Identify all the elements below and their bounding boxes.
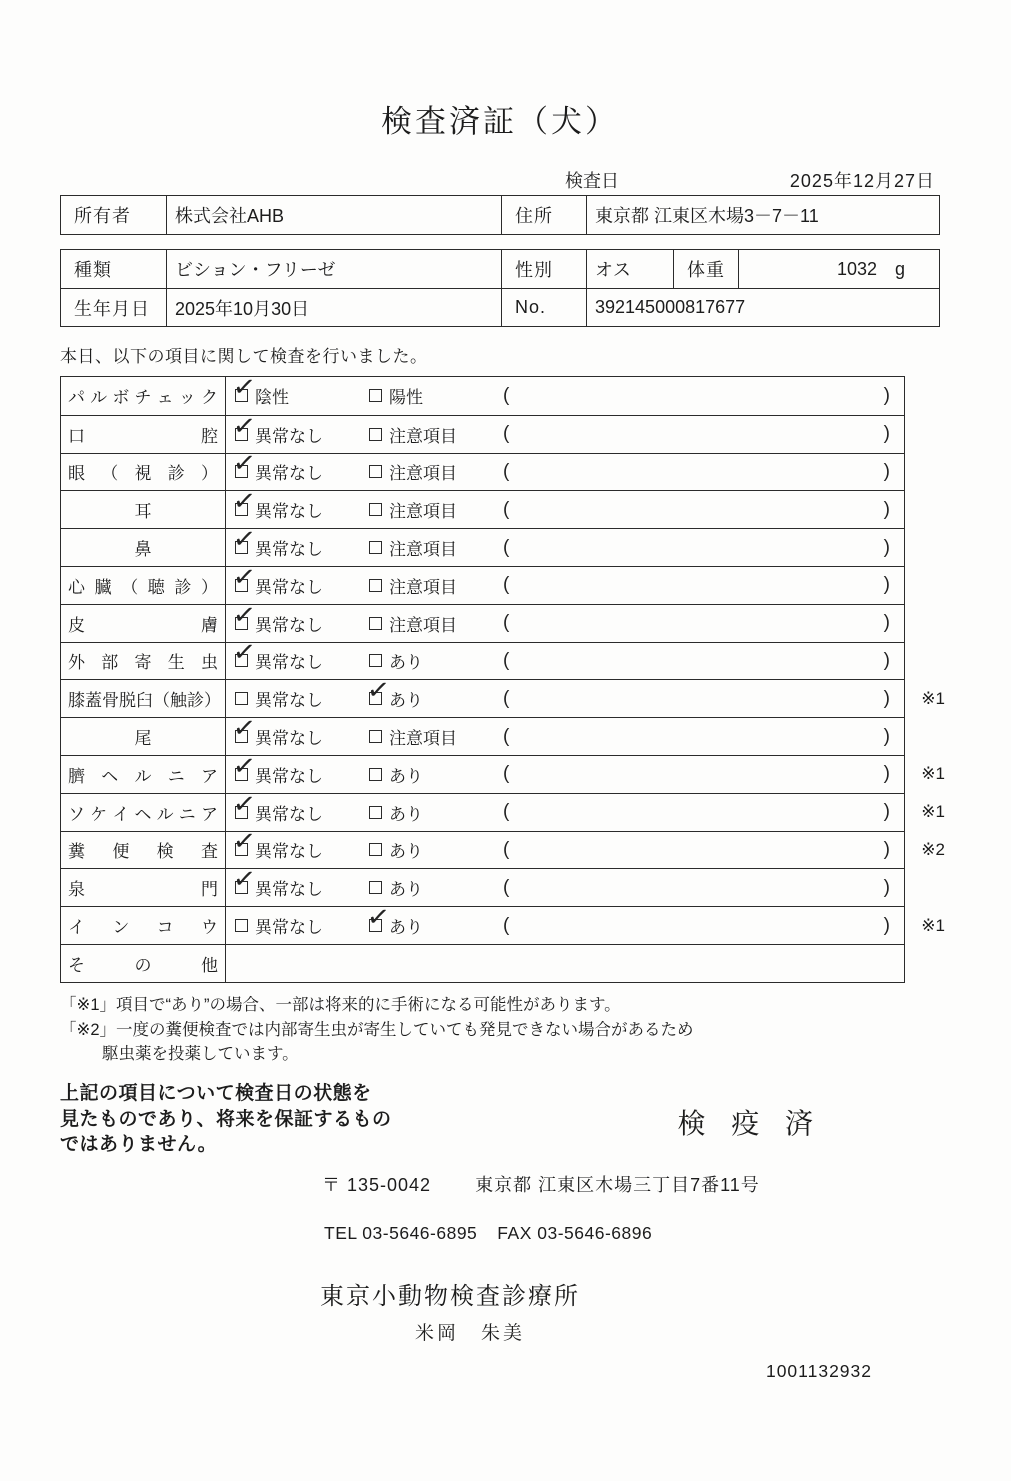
check-option	[369, 837, 503, 862]
paren-open: (	[503, 876, 510, 898]
check-option	[369, 535, 503, 560]
check-item-label: 耳	[61, 491, 226, 528]
clinic-tel: TEL 03-5646-6895	[324, 1222, 478, 1243]
check-option	[231, 560, 369, 598]
inspection-date-label: 検査日	[565, 171, 619, 191]
paren-close: )	[883, 612, 890, 634]
checkbox-unchecked	[369, 806, 382, 819]
check-option	[369, 422, 503, 447]
paren-open: (	[503, 725, 510, 747]
remarks-parentheses	[503, 832, 904, 869]
no-label: No.	[501, 289, 586, 326]
checkmark-icon: ✓	[365, 674, 392, 708]
checkbox-unchecked	[235, 692, 248, 705]
checkmark-icon: ✓	[365, 900, 392, 935]
check-option-label: 注意項目	[389, 540, 457, 560]
clinic-fax: FAX 03-5646-6896	[497, 1222, 653, 1243]
checkmark-icon: ✓	[231, 825, 258, 859]
check-option-label: 注意項目	[389, 615, 457, 635]
owner-row	[61, 196, 939, 234]
pet-row-1	[61, 250, 939, 288]
check-option	[231, 447, 369, 484]
checkbox-unchecked	[369, 881, 382, 894]
checkbox-unchecked	[369, 617, 382, 630]
check-table-row	[61, 522, 904, 566]
check-options	[226, 560, 503, 604]
paren-close: )	[883, 423, 890, 445]
birthdate-value: 2025年10月30日	[166, 289, 501, 326]
paren-close: )	[883, 914, 890, 936]
checkbox-checked	[231, 409, 258, 443]
paren-open: (	[503, 763, 510, 785]
paren-open: (	[503, 384, 510, 406]
check-option-label: 異常なし	[255, 918, 323, 938]
check-table-row	[61, 485, 904, 528]
check-option-label: 異常なし	[255, 691, 323, 711]
owner-label: 所有者	[74, 206, 131, 226]
pet-row-2	[61, 288, 939, 326]
clinic-address-line	[322, 1171, 940, 1197]
check-option	[231, 862, 369, 900]
paren-open: (	[503, 801, 510, 823]
paren-close: )	[883, 574, 890, 596]
clinic-address: 東京都 江東区木場三丁目7番11号	[475, 1174, 760, 1195]
footnote-1: 「※1」項目で“あり”の場合、一部は将来的に手術になる可能性があります。	[60, 995, 621, 1014]
checkbox-unchecked	[369, 768, 382, 781]
quarantine-passed-stamp: 検 疫 済	[677, 1108, 822, 1140]
check-option	[231, 409, 369, 447]
check-option-label: 注意項目	[389, 426, 457, 446]
check-option-label: あり	[389, 766, 423, 786]
footnote-marker: ※1	[921, 802, 945, 822]
checkbox-unchecked	[369, 465, 382, 478]
paren-open: (	[503, 687, 510, 709]
paren-open: (	[503, 649, 510, 671]
paren-close: )	[883, 838, 890, 860]
footnote-marker: ※1	[921, 764, 945, 784]
check-options	[226, 787, 503, 831]
check-options	[226, 636, 503, 680]
paren-open: (	[503, 838, 510, 860]
check-option	[369, 459, 503, 484]
check-option	[231, 522, 369, 560]
check-options	[226, 522, 503, 566]
check-item-label: 眼 （ 視 診 ）	[61, 454, 226, 491]
check-table-row	[61, 749, 945, 793]
check-option	[235, 913, 369, 938]
address-label: 住所	[501, 196, 586, 234]
check-item-label: 心 臓 （ 聴 診 ）	[61, 567, 226, 604]
paren-open: (	[503, 574, 510, 596]
checkbox-unchecked	[369, 503, 382, 516]
check-option-label: 注意項目	[389, 464, 457, 484]
paren-close: )	[883, 725, 890, 747]
footnote-2: 「※2」一度の糞便検査では内部寄生虫が寄生していても発見できない場合があるため	[60, 1020, 694, 1039]
checkbox-unchecked	[369, 730, 382, 743]
check-table-row	[61, 825, 945, 869]
paren-open: (	[503, 914, 510, 936]
remarks-parentheses	[503, 643, 904, 680]
check-table-row	[61, 598, 904, 642]
checkbox-unchecked	[369, 654, 382, 667]
check-options	[226, 711, 503, 755]
checkmark-icon: ✓	[231, 749, 258, 784]
remarks-parentheses	[503, 794, 904, 831]
check-option-label: 異常なし	[255, 804, 323, 824]
remarks-parentheses	[503, 869, 904, 906]
check-item-label: 外 部 寄 生 虫	[61, 643, 226, 680]
check-item-label: 口 腔	[61, 416, 226, 453]
checkbox-checked	[231, 787, 258, 821]
sex-value: オス	[586, 250, 673, 288]
checkbox-checked	[231, 862, 258, 897]
check-option-label: あり	[389, 918, 423, 938]
check-option-label: あり	[389, 691, 423, 711]
checkmark-icon: ✓	[231, 560, 258, 595]
check-item-label: 膝 蓋 骨 脱 臼 （ 触 診 ）	[61, 680, 226, 717]
remarks-parentheses	[503, 567, 904, 604]
check-options	[226, 749, 503, 793]
paren-close: )	[883, 763, 890, 785]
checkbox-unchecked	[369, 541, 382, 554]
check-table-row	[61, 944, 904, 982]
check-option	[369, 573, 503, 598]
intro-text: 本日、以下の項目に関して検査を行いました。	[60, 347, 428, 366]
check-table-row	[61, 560, 904, 604]
serial-number: 1001132932	[765, 1360, 872, 1381]
check-option-label: 異常なし	[255, 842, 323, 862]
checkbox-checked	[365, 674, 392, 708]
check-table-row	[61, 711, 904, 755]
checkmark-icon: ✓	[231, 447, 258, 481]
paren-close: )	[883, 801, 890, 823]
checkmark-icon: ✓	[231, 711, 258, 746]
check-option	[231, 749, 369, 787]
check-item-label: イ ン コ ウ	[61, 907, 226, 944]
check-item-label: 泉 門	[61, 869, 226, 906]
check-option	[365, 674, 503, 711]
checkbox-checked	[231, 825, 258, 859]
check-options	[226, 409, 503, 453]
pet-table	[60, 249, 940, 327]
check-option	[231, 787, 369, 825]
check-option-label: 注意項目	[389, 729, 457, 749]
owner-value: 株式会社AHB	[166, 196, 501, 234]
clinic-phone-line	[324, 1223, 940, 1244]
no-value: 392145000817677	[586, 289, 939, 326]
sex-label: 性別	[501, 250, 586, 288]
check-option	[369, 648, 503, 673]
check-option	[369, 762, 503, 787]
checkmark-icon: ✓	[231, 636, 258, 670]
check-table	[60, 371, 945, 983]
disclaimer-and-stamp	[60, 1081, 940, 1158]
check-table-row	[61, 636, 904, 680]
remarks-parentheses	[503, 454, 904, 491]
check-item-label: 皮 膚	[61, 605, 226, 642]
check-option-label: 異常なし	[255, 426, 323, 446]
check-option-label: 異常なし	[255, 729, 323, 749]
check-table-row	[61, 371, 904, 415]
check-table-row	[61, 447, 904, 491]
check-item-label: 尾	[61, 718, 226, 755]
paren-close: )	[883, 649, 890, 671]
breed-label: 種類	[74, 260, 112, 280]
paren-close: )	[883, 536, 890, 558]
checkbox-checked	[231, 598, 258, 632]
footnote-marker: ※1	[921, 915, 945, 935]
check-options	[226, 598, 503, 642]
disclaimer-line-1: 上記の項目について検査日の状態を	[60, 1083, 372, 1104]
weight-cell	[738, 250, 939, 288]
check-table-row	[61, 787, 945, 831]
check-table-row	[61, 900, 945, 944]
checkbox-checked	[231, 447, 258, 481]
checkmark-icon: ✓	[231, 485, 258, 519]
check-option	[369, 724, 503, 749]
check-option-label: 注意項目	[389, 502, 457, 522]
address-value: 東京都 江東区木場3－7－11	[586, 196, 939, 234]
check-option-label: あり	[389, 653, 423, 673]
checkmark-icon: ✓	[231, 522, 258, 557]
checkbox-checked	[231, 371, 258, 405]
check-option	[235, 686, 369, 711]
paren-close: )	[883, 384, 890, 406]
remarks-parentheses	[235, 945, 904, 982]
birthdate-label: 生年月日	[74, 298, 150, 319]
checkbox-unchecked	[369, 389, 382, 402]
checkbox-unchecked	[235, 919, 248, 932]
checkmark-icon: ✓	[231, 371, 258, 405]
weight-value: 1032	[836, 258, 877, 279]
check-option-label: あり	[389, 804, 423, 824]
check-item-label: 鼻	[61, 529, 226, 566]
checkmark-icon: ✓	[231, 787, 258, 821]
remarks-parentheses	[503, 491, 904, 528]
check-options	[226, 447, 503, 491]
check-option	[369, 611, 503, 636]
check-option-label: 陽性	[389, 388, 423, 408]
check-option	[231, 485, 369, 522]
footnotes	[60, 993, 940, 1067]
remarks-parentheses	[503, 756, 904, 793]
checkbox-checked	[231, 522, 258, 557]
check-option	[231, 636, 369, 673]
remarks-parentheses	[503, 718, 904, 755]
veterinarian-name: 米岡 朱美	[415, 1322, 526, 1344]
remarks-parentheses	[503, 605, 904, 642]
check-item-label: ソ ケ イ ヘ ル ニ ア	[61, 794, 226, 831]
check-options	[226, 485, 503, 528]
check-option-label: 異常なし	[255, 653, 323, 673]
check-table-row	[61, 409, 904, 453]
paren-close: )	[883, 876, 890, 898]
check-options	[226, 862, 503, 906]
check-option-label: あり	[389, 842, 423, 862]
check-table-row	[61, 674, 945, 717]
paren-close: )	[883, 460, 890, 482]
paren-open: (	[503, 460, 510, 482]
certificate-title: 検査済証（犬）	[381, 104, 619, 139]
check-option	[365, 900, 503, 938]
check-option-label: 異常なし	[255, 880, 323, 900]
check-table-row	[61, 862, 904, 906]
check-item-label: 臍 ヘ ル ニ ア	[61, 756, 226, 793]
paren-open: (	[503, 423, 510, 445]
checkmark-icon: ✓	[231, 862, 258, 897]
footnote-marker: ※1	[921, 688, 945, 708]
check-item-label: 糞 便 検 査	[61, 832, 226, 869]
checkbox-checked	[231, 636, 258, 670]
check-option	[231, 598, 369, 636]
check-item-label: パ ル ボ チ ェ ッ ク	[61, 377, 226, 415]
checkbox-checked	[231, 711, 258, 746]
check-options	[226, 825, 503, 869]
checkbox-unchecked	[369, 428, 382, 441]
clinic-postal-code: 〒 135-0042	[322, 1174, 432, 1195]
disclaimer-line-2: 見たものであり、将来を保証するもの	[60, 1108, 392, 1130]
disclaimer-text	[60, 1081, 392, 1158]
owner-table	[60, 195, 940, 235]
inspection-date-value: 2025年12月27日	[789, 171, 935, 191]
remarks-parentheses	[503, 680, 904, 717]
check-item-label: そ の 他	[61, 945, 226, 982]
check-option-label: あり	[389, 880, 423, 900]
check-options	[226, 674, 503, 717]
check-options	[226, 945, 235, 982]
remarks-parentheses	[503, 529, 904, 566]
check-option	[231, 371, 369, 408]
paren-close: )	[883, 498, 890, 520]
clinic-name: 東京小動物検査診療所	[320, 1282, 580, 1310]
checkbox-unchecked	[369, 579, 382, 592]
inspection-date-row	[60, 163, 940, 193]
check-option-label: 異常なし	[255, 540, 323, 560]
checkbox-unchecked	[369, 843, 382, 856]
paren-open: (	[503, 612, 510, 634]
remarks-parentheses	[503, 377, 904, 415]
check-option-label: 注意項目	[389, 577, 457, 597]
paren-open: (	[503, 498, 510, 520]
check-option	[369, 497, 503, 522]
paren-open: (	[503, 536, 510, 558]
checkmark-icon: ✓	[231, 598, 258, 632]
weight-label: 体重	[673, 250, 738, 288]
check-option-label: 異常なし	[255, 766, 323, 786]
checkbox-checked	[231, 749, 258, 784]
remarks-parentheses	[503, 907, 904, 944]
check-option	[369, 875, 503, 900]
check-option	[369, 800, 503, 825]
check-option	[231, 711, 369, 749]
check-option-label: 異常なし	[255, 502, 323, 522]
checkbox-checked	[365, 900, 392, 935]
check-option-label: 陰性	[255, 388, 289, 408]
paren-close: )	[883, 687, 890, 709]
footnote-marker: ※2	[921, 839, 945, 859]
check-option	[231, 825, 369, 862]
check-option-label: 異常なし	[255, 464, 323, 484]
checkbox-checked	[231, 485, 258, 519]
check-option-label: 異常なし	[255, 577, 323, 597]
disclaimer-line-3: ではありません。	[60, 1134, 218, 1156]
footnote-2-continued: 駆虫薬を投薬しています。	[102, 1045, 299, 1064]
checkbox-checked	[231, 560, 258, 595]
remarks-parentheses	[503, 416, 904, 453]
check-option	[369, 383, 503, 408]
weight-unit: g	[894, 258, 905, 279]
checkmark-icon: ✓	[231, 409, 258, 443]
check-options	[226, 371, 503, 415]
check-options	[226, 900, 503, 944]
check-option-label: 異常なし	[255, 615, 323, 635]
breed-value: ビション・フリーゼ	[166, 250, 501, 288]
